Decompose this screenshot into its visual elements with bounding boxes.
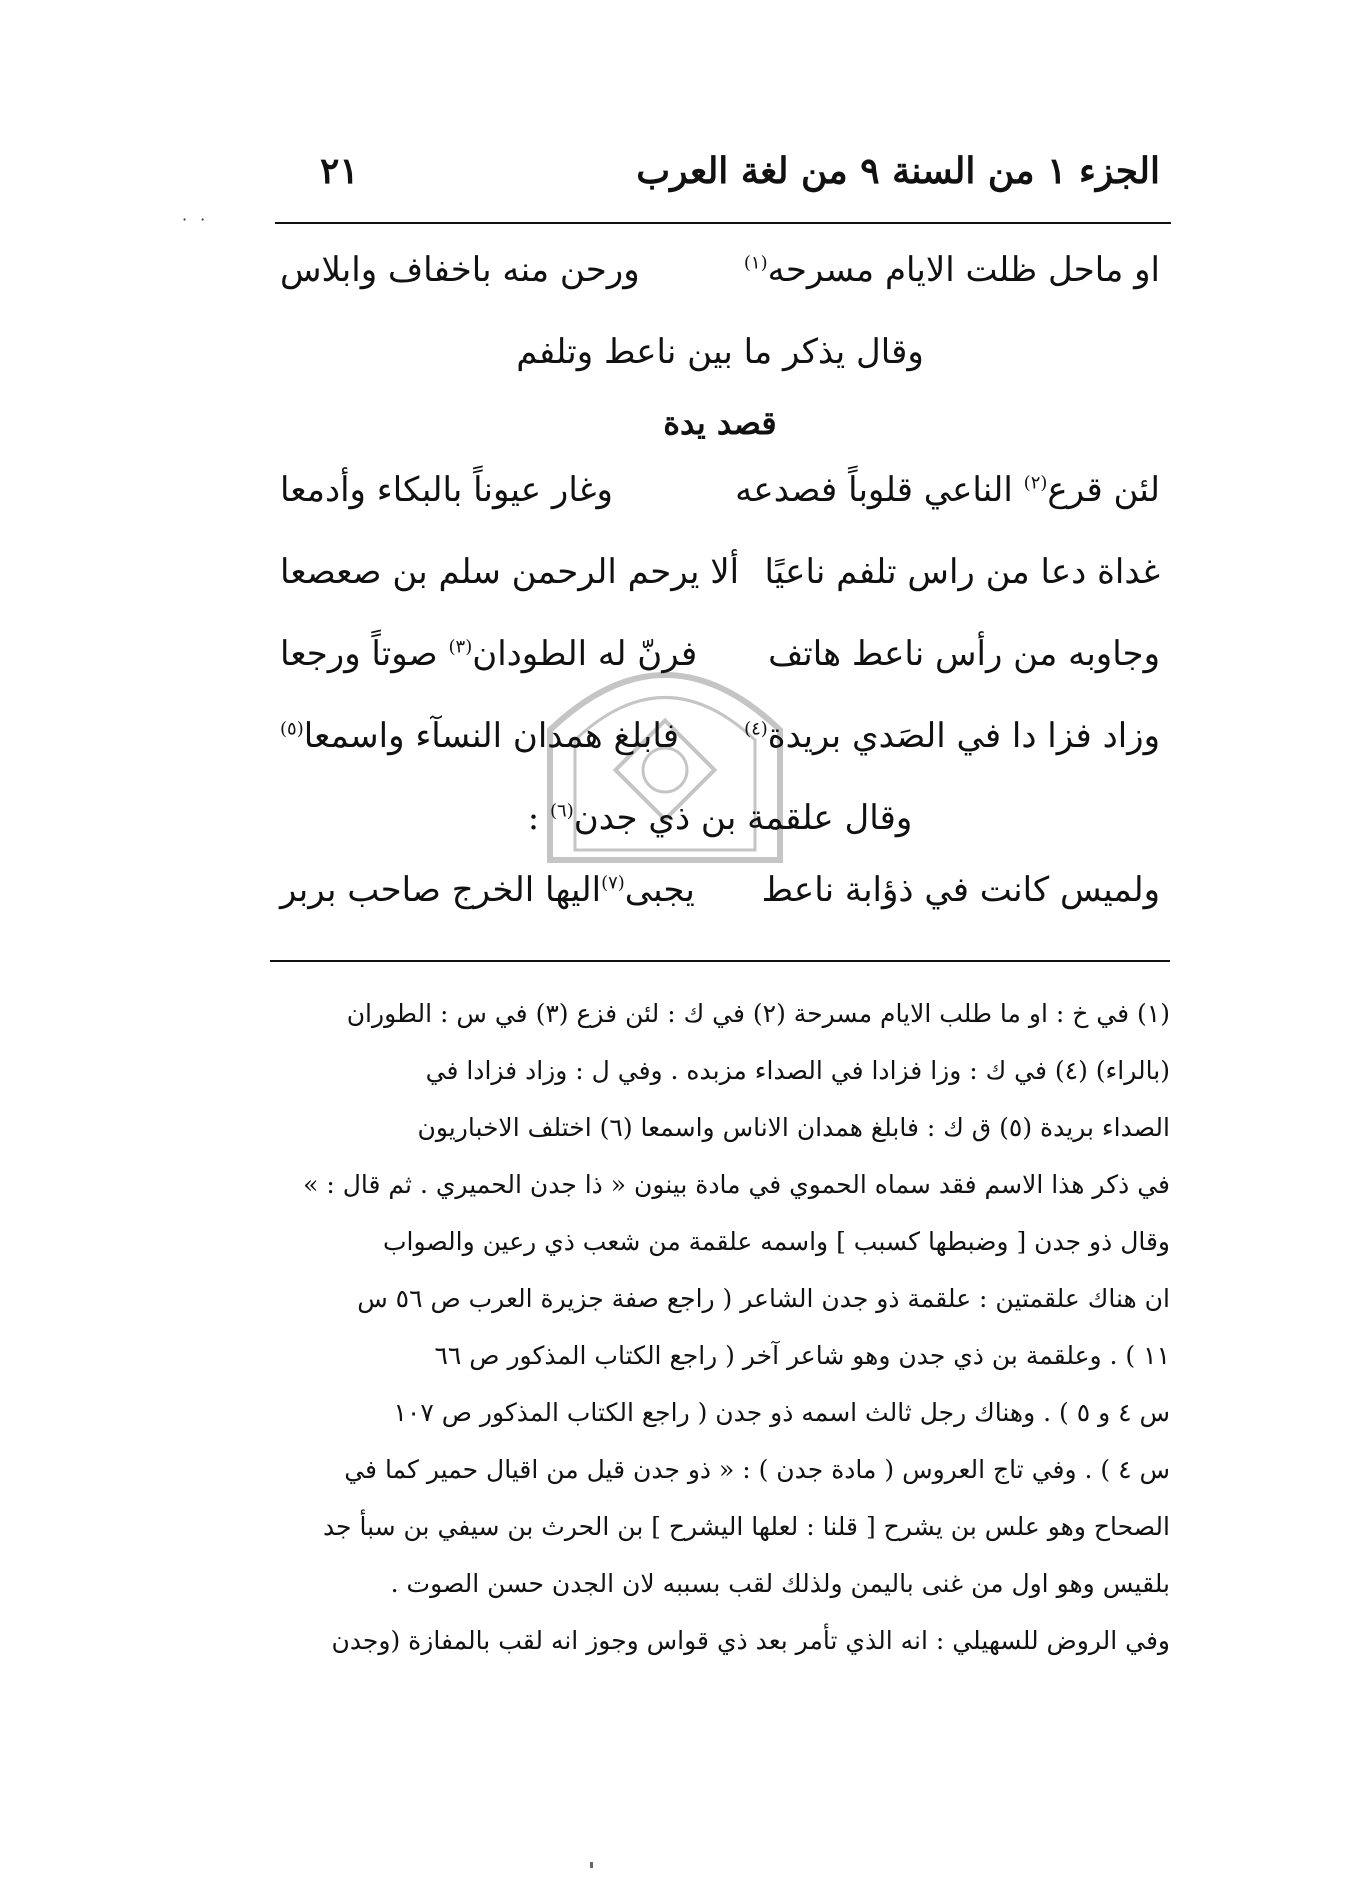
hemistich-first: غداة دعا من راس تلفم ناعيًا bbox=[764, 552, 1160, 592]
footnote-line: وقال ذو جدن [ وضبطها كسبب ] واسمه علقمة من شعب ذي رعين والصواب bbox=[382, 1227, 1170, 1256]
footnote-line: وفي الروض للسهيلي : انه الذي تأمر بعد ذي قواس وجوز انه لقب بالمفازة (وجدن bbox=[331, 1626, 1170, 1655]
hemistich-first: او ماحل ظلت الايام مسرحه$^{(١)}$ bbox=[743, 250, 1160, 290]
footnote-line: ان هناك علقمتين : علقمة ذو جدن الشاعر ( راجع صفة جزيرة العرب ص ٥٦ س bbox=[357, 1284, 1170, 1313]
verse-intro-line: وقال يذكر ما بين ناعط وتلفم bbox=[516, 332, 924, 372]
hemistich-second: يجبى$^{(٧)}$اليها الخرج صاحب بربر bbox=[280, 870, 695, 910]
scan-mark bbox=[590, 1862, 593, 1868]
footnote-ref: (٦) bbox=[550, 800, 574, 822]
verse-intro-line: وقال علقمة بن ذي جدن$^{(٦)}$ : bbox=[527, 798, 913, 838]
footnote-line: الصداء بريدة (٥) ق ك : فابلغ همدان الاناس واسمعا (٦) اختلف الاخباريون bbox=[417, 1113, 1170, 1142]
footnote-line: ١١ ) . وعلقمة بن ذي جدن وهو شاعر آخر ( راجع الكتاب المذكور ص ٦٦ bbox=[434, 1341, 1170, 1370]
hemistich-first: وجاوبه من رأس ناعط هاتف bbox=[768, 634, 1160, 674]
verse-line bbox=[280, 250, 1160, 332]
poem-body bbox=[280, 250, 1160, 952]
footnote-line: في ذكر هذا الاسم فقد سماه الحموي في مادة بينون « ذا جدن الحميري . ثم قال : » bbox=[303, 1170, 1170, 1199]
hemistich-second: وغار عيوناً بالبكاء وأدمعا bbox=[280, 470, 613, 510]
footnote-line: بلقيس وهو اول من غنى باليمن ولذلك لقب بسببه لان الجدن حسن الصوت . bbox=[390, 1569, 1170, 1598]
verse-line bbox=[280, 716, 1160, 798]
hemistich-second: ألا يرحم الرحمن سلم بن صعصعا bbox=[280, 552, 740, 592]
footnote-ref: (٥) bbox=[280, 718, 304, 740]
verse-line bbox=[280, 470, 1160, 552]
verse-line bbox=[280, 552, 1160, 634]
hemistich-second: فابلغ همدان النسآء واسمعا$^{(٥)}$ bbox=[280, 716, 679, 756]
margin-dots: · · bbox=[182, 210, 210, 229]
footnote-ref: (٣) bbox=[448, 636, 473, 658]
footnote-line: الصحاح وهو علس بن يشرح [ قلنا : لعلها اليشرح ] بن الحرث بن سيفي بن سبأ جد bbox=[322, 1512, 1170, 1541]
footnotes bbox=[270, 985, 1170, 1669]
hemistich-first: ولميس كانت في ذؤابة ناعط bbox=[761, 870, 1160, 910]
hemistich-first: وزاد فزا دا في الصَدي بريدة$^{(٤)}$ bbox=[744, 716, 1160, 756]
footnote-rule bbox=[270, 960, 1170, 962]
poem-heading: قصد يدة bbox=[663, 404, 777, 442]
footnote-ref: (٧) bbox=[601, 872, 625, 894]
footnote-line: س ٤ و ٥ ) . وهناك رجل ثالث اسمه ذو جدن ( راجع الكتاب المذكور ص ١٠٧ bbox=[393, 1398, 1170, 1427]
header-rule bbox=[275, 222, 1171, 224]
page-header bbox=[280, 150, 1160, 220]
verse-line bbox=[280, 634, 1160, 716]
hemistich-second: ورحن منه باخفاف وابلاس bbox=[280, 250, 640, 290]
page-number: ٢١ bbox=[320, 150, 359, 192]
verse-line bbox=[280, 870, 1160, 952]
footnote-line: (بالراء) (٤) في ك : وزا فزادا في الصداء مزبده . وفي ل : وزاد فزادا في bbox=[425, 1056, 1170, 1085]
running-title: الجزء ١ من السنة ٩ من لغة العرب bbox=[636, 150, 1160, 192]
footnote-ref: (٢) bbox=[1023, 472, 1048, 494]
hemistich-first: لئن قرع$^{(٢)}$ الناعي قلوباً فصدعه bbox=[735, 470, 1160, 510]
footnote-ref: (١) bbox=[743, 252, 768, 274]
hemistich-second: فرنّ له الطودان$^{(٣)}$ صوتاً ورجعا bbox=[280, 634, 698, 674]
footnote-line: (١) في خ : او ما طلب الايام مسرحة (٢) في ك : لئن فزع (٣) في س : الطوران bbox=[346, 999, 1170, 1028]
footnote-ref: (٤) bbox=[744, 718, 768, 740]
footnote-line: س ٤ ) . وفي تاج العروس ( مادة جدن ) : « ذو جدن قيل من اقيال حمير كما في bbox=[344, 1455, 1170, 1484]
